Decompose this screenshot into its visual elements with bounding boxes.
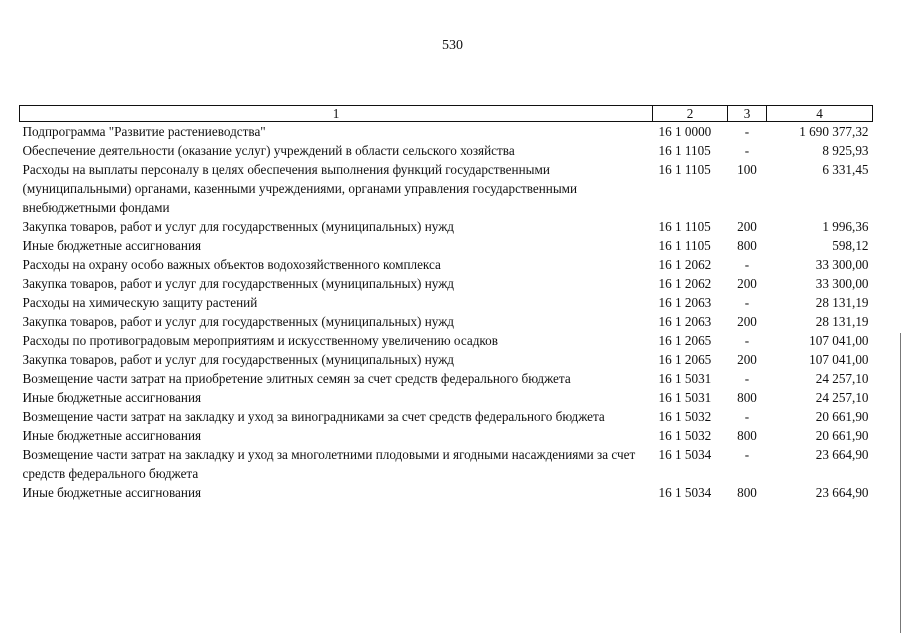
- row-target-code: 16 1 5031: [658, 371, 712, 386]
- row-expense-type: 800: [737, 428, 757, 443]
- row-target-code: 16 1 2063: [658, 295, 712, 310]
- row-description: Подпрограмма "Развитие растениеводства": [22, 124, 266, 139]
- row-target-code: 16 1 2065: [658, 333, 712, 348]
- row-amount: 20 661,90: [815, 428, 869, 443]
- row-target-code: 16 1 2062: [658, 276, 712, 291]
- row-description: Иные бюджетные ассигнования: [22, 238, 202, 253]
- table-row: [20, 483, 873, 502]
- row-target-code: 16 1 5034: [658, 447, 712, 462]
- table-row: [20, 122, 873, 142]
- page-number: 530: [442, 38, 463, 53]
- row-amount: 28 131,19: [815, 295, 869, 310]
- table-row: [20, 160, 873, 217]
- table-row: [20, 236, 873, 255]
- row-description: Расходы на выплаты персоналу в целях обеспечения выполнения функций государственными (муниципальными) органами, казенными учреждениями, органами управления государственными внебюджетными фондами: [22, 162, 578, 215]
- table-row: [20, 426, 873, 445]
- row-amount: 107 041,00: [809, 333, 869, 348]
- row-description: Закупка товаров, работ и услуг для государственных (муниципальных) нужд: [22, 352, 455, 367]
- row-description: Закупка товаров, работ и услуг для государственных (муниципальных) нужд: [22, 219, 455, 234]
- row-target-code: 16 1 5032: [658, 409, 712, 424]
- row-expense-type: 200: [737, 276, 757, 291]
- row-target-code: 16 1 1105: [658, 219, 711, 234]
- row-description: Закупка товаров, работ и услуг для государственных (муниципальных) нужд: [22, 314, 455, 329]
- row-expense-type: -: [744, 124, 750, 139]
- row-amount: 107 041,00: [809, 352, 869, 367]
- header-column-4: 4: [767, 106, 873, 122]
- row-amount: 33 300,00: [815, 257, 869, 272]
- header-column-2: 2: [653, 106, 728, 122]
- header-column-3: 3: [728, 106, 767, 122]
- header-column-1: 1: [20, 106, 653, 122]
- row-expense-type: -: [744, 257, 750, 272]
- row-amount: 23 664,90: [815, 485, 869, 500]
- row-description: Расходы на химическую защиту растений: [22, 295, 258, 310]
- table-row: [20, 293, 873, 312]
- row-expense-type: -: [744, 295, 750, 310]
- table-row: [20, 217, 873, 236]
- row-target-code: 16 1 5034: [658, 485, 712, 500]
- table-row: [20, 388, 873, 407]
- row-expense-type: 800: [737, 238, 757, 253]
- row-description: Возмещение части затрат на закладку и уход за виноградниками за счет средств федерального бюджета: [22, 409, 605, 424]
- row-target-code: 16 1 0000: [658, 124, 712, 139]
- row-amount: 8 925,93: [822, 143, 869, 158]
- table-row: [20, 407, 873, 426]
- row-expense-type: -: [744, 409, 750, 424]
- row-amount: 23 664,90: [815, 447, 869, 462]
- row-description: Иные бюджетные ассигнования: [22, 390, 202, 405]
- row-expense-type: 200: [737, 352, 757, 367]
- row-expense-type: 100: [737, 162, 757, 177]
- row-description: Закупка товаров, работ и услуг для государственных (муниципальных) нужд: [22, 276, 455, 291]
- budget-table: [19, 105, 873, 502]
- row-amount: 1 996,36: [822, 219, 869, 234]
- table-row: [20, 255, 873, 274]
- row-amount: 28 131,19: [815, 314, 869, 329]
- row-expense-type: -: [744, 371, 750, 386]
- table-row: [20, 445, 873, 483]
- row-target-code: 16 1 1105: [658, 143, 711, 158]
- table-row: [20, 331, 873, 350]
- row-target-code: 16 1 2062: [658, 257, 712, 272]
- row-target-code: 16 1 2063: [658, 314, 712, 329]
- row-description: Расходы по противоградовым мероприятиям и искусственному увеличению осадков: [22, 333, 498, 348]
- row-expense-type: -: [744, 333, 750, 348]
- table-row: [20, 369, 873, 388]
- row-expense-type: -: [744, 143, 750, 158]
- row-expense-type: 800: [737, 485, 757, 500]
- row-amount: 1 690 377,32: [799, 124, 869, 139]
- row-expense-type: 200: [737, 219, 757, 234]
- row-expense-type: 200: [737, 314, 757, 329]
- row-description: Возмещение части затрат на приобретение элитных семян за счет средств федерального бюджета: [22, 371, 571, 386]
- row-description: Иные бюджетные ассигнования: [22, 485, 202, 500]
- row-amount: 598,12: [832, 238, 869, 253]
- table-row: [20, 274, 873, 293]
- row-target-code: 16 1 1105: [658, 238, 711, 253]
- row-amount: 24 257,10: [815, 371, 869, 386]
- row-expense-type: 800: [737, 390, 757, 405]
- row-amount: 24 257,10: [815, 390, 869, 405]
- row-description: Обеспечение деятельности (оказание услуг) учреждений в области сельского хозяйства: [22, 143, 515, 158]
- row-expense-type: -: [744, 447, 750, 462]
- table-header-row: [20, 106, 873, 122]
- row-description: Возмещение части затрат на закладку и уход за многолетними плодовыми и ягодными насаждениями за счет средств федерального бюджета: [22, 447, 636, 481]
- row-amount: 20 661,90: [815, 409, 869, 424]
- row-amount: 6 331,45: [822, 162, 869, 177]
- scan-edge-line: [900, 333, 901, 633]
- row-description: Иные бюджетные ассигнования: [22, 428, 202, 443]
- table-row: [20, 350, 873, 369]
- row-amount: 33 300,00: [815, 276, 869, 291]
- table-body: [20, 122, 873, 503]
- row-target-code: 16 1 1105: [658, 162, 711, 177]
- table-row: [20, 312, 873, 331]
- row-target-code: 16 1 2065: [658, 352, 712, 367]
- row-description: Расходы на охрану особо важных объектов водохозяйственного комплекса: [22, 257, 441, 272]
- table-row: [20, 141, 873, 160]
- row-target-code: 16 1 5032: [658, 428, 712, 443]
- row-target-code: 16 1 5031: [658, 390, 712, 405]
